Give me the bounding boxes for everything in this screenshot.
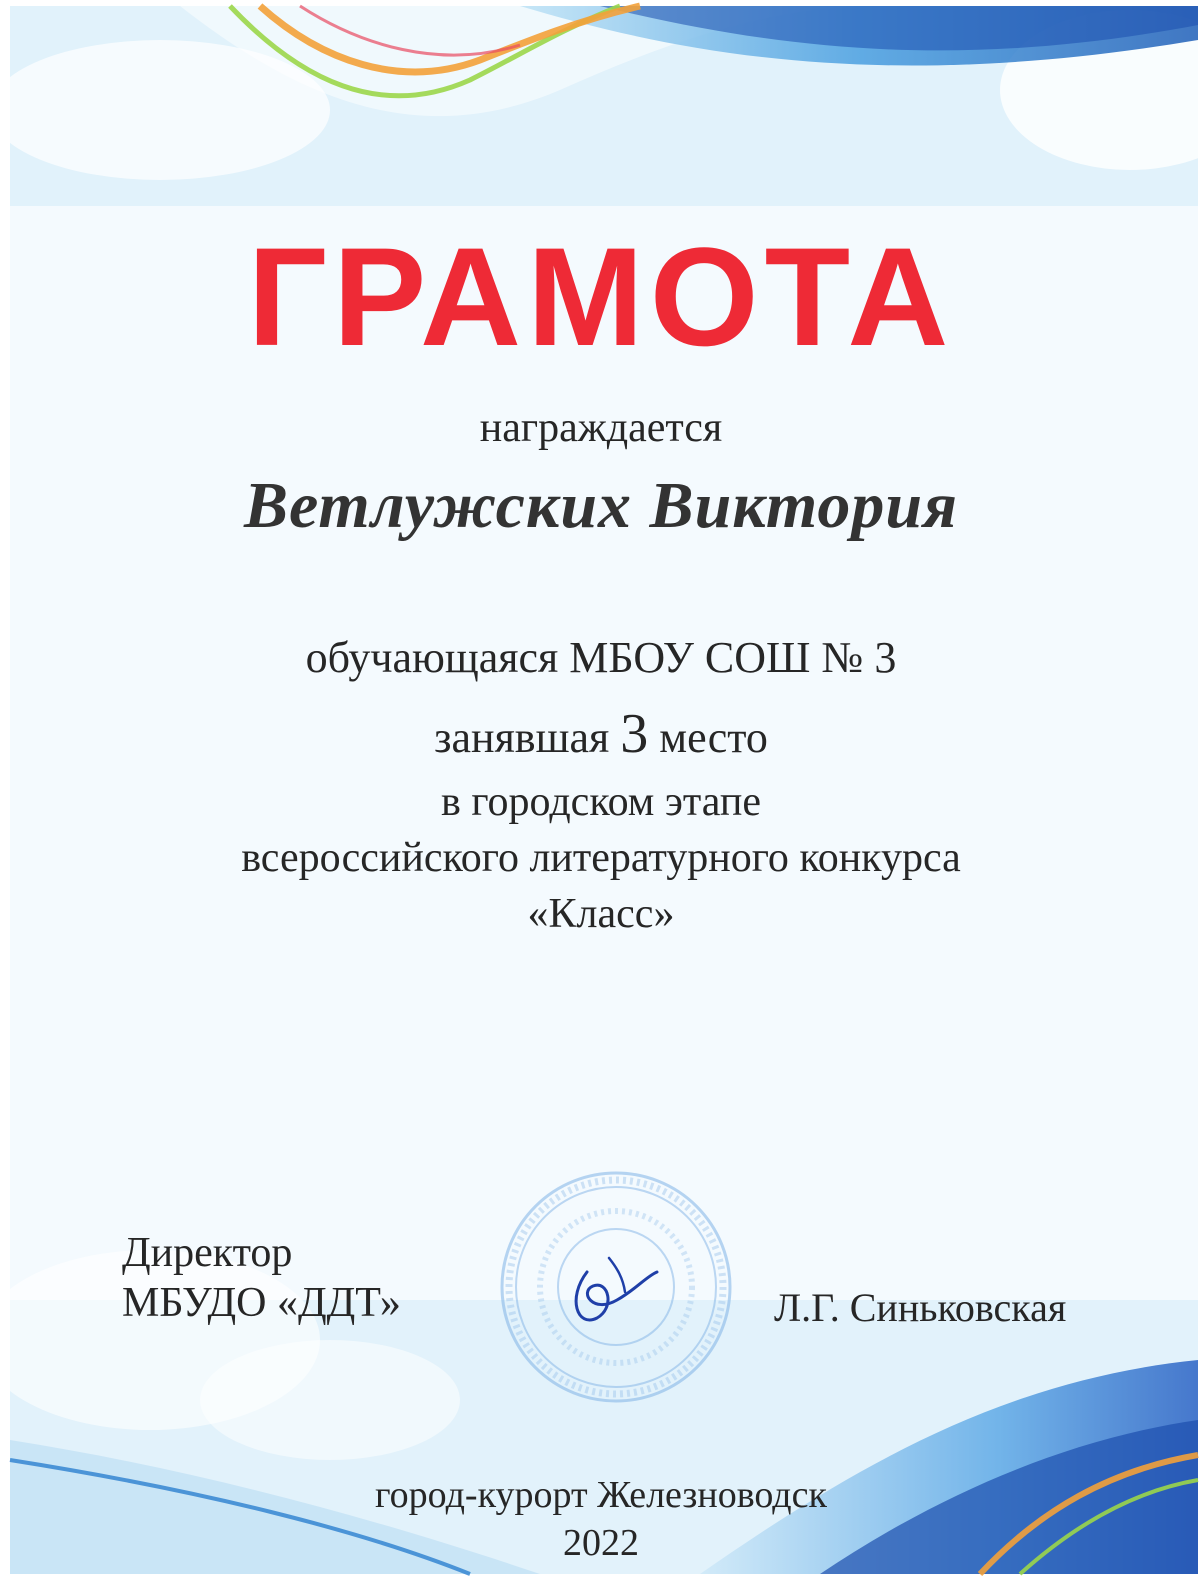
position-title: Директор <box>122 1230 293 1276</box>
stage-line: в городском этапе <box>441 779 761 825</box>
place-line <box>0 703 1202 765</box>
city-name: город-курорт Железноводск <box>375 1474 827 1516</box>
signer-name: Л.Г. Синьковская <box>774 1285 1067 1330</box>
recipient-name: Ветлужских Виктория <box>243 469 959 542</box>
place-number: 3 <box>620 703 649 765</box>
official-stamp-icon <box>497 1168 735 1406</box>
signature-block <box>122 1228 401 1328</box>
school-line: обучающаяся МБОУ СОШ № 3 <box>305 633 897 682</box>
certificate-title: ГРАМОТА <box>247 218 955 375</box>
contest-line: всероссийского литературного конкурса <box>241 835 961 881</box>
organization-name: МБУДО «ДДТ» <box>122 1280 401 1326</box>
issue-year: 2022 <box>563 1522 639 1564</box>
contest-name: «Класс» <box>527 891 675 937</box>
awarded-text: награждается <box>479 405 723 451</box>
place-suffix: место <box>659 713 768 762</box>
place-prefix: занявшая <box>434 713 610 762</box>
